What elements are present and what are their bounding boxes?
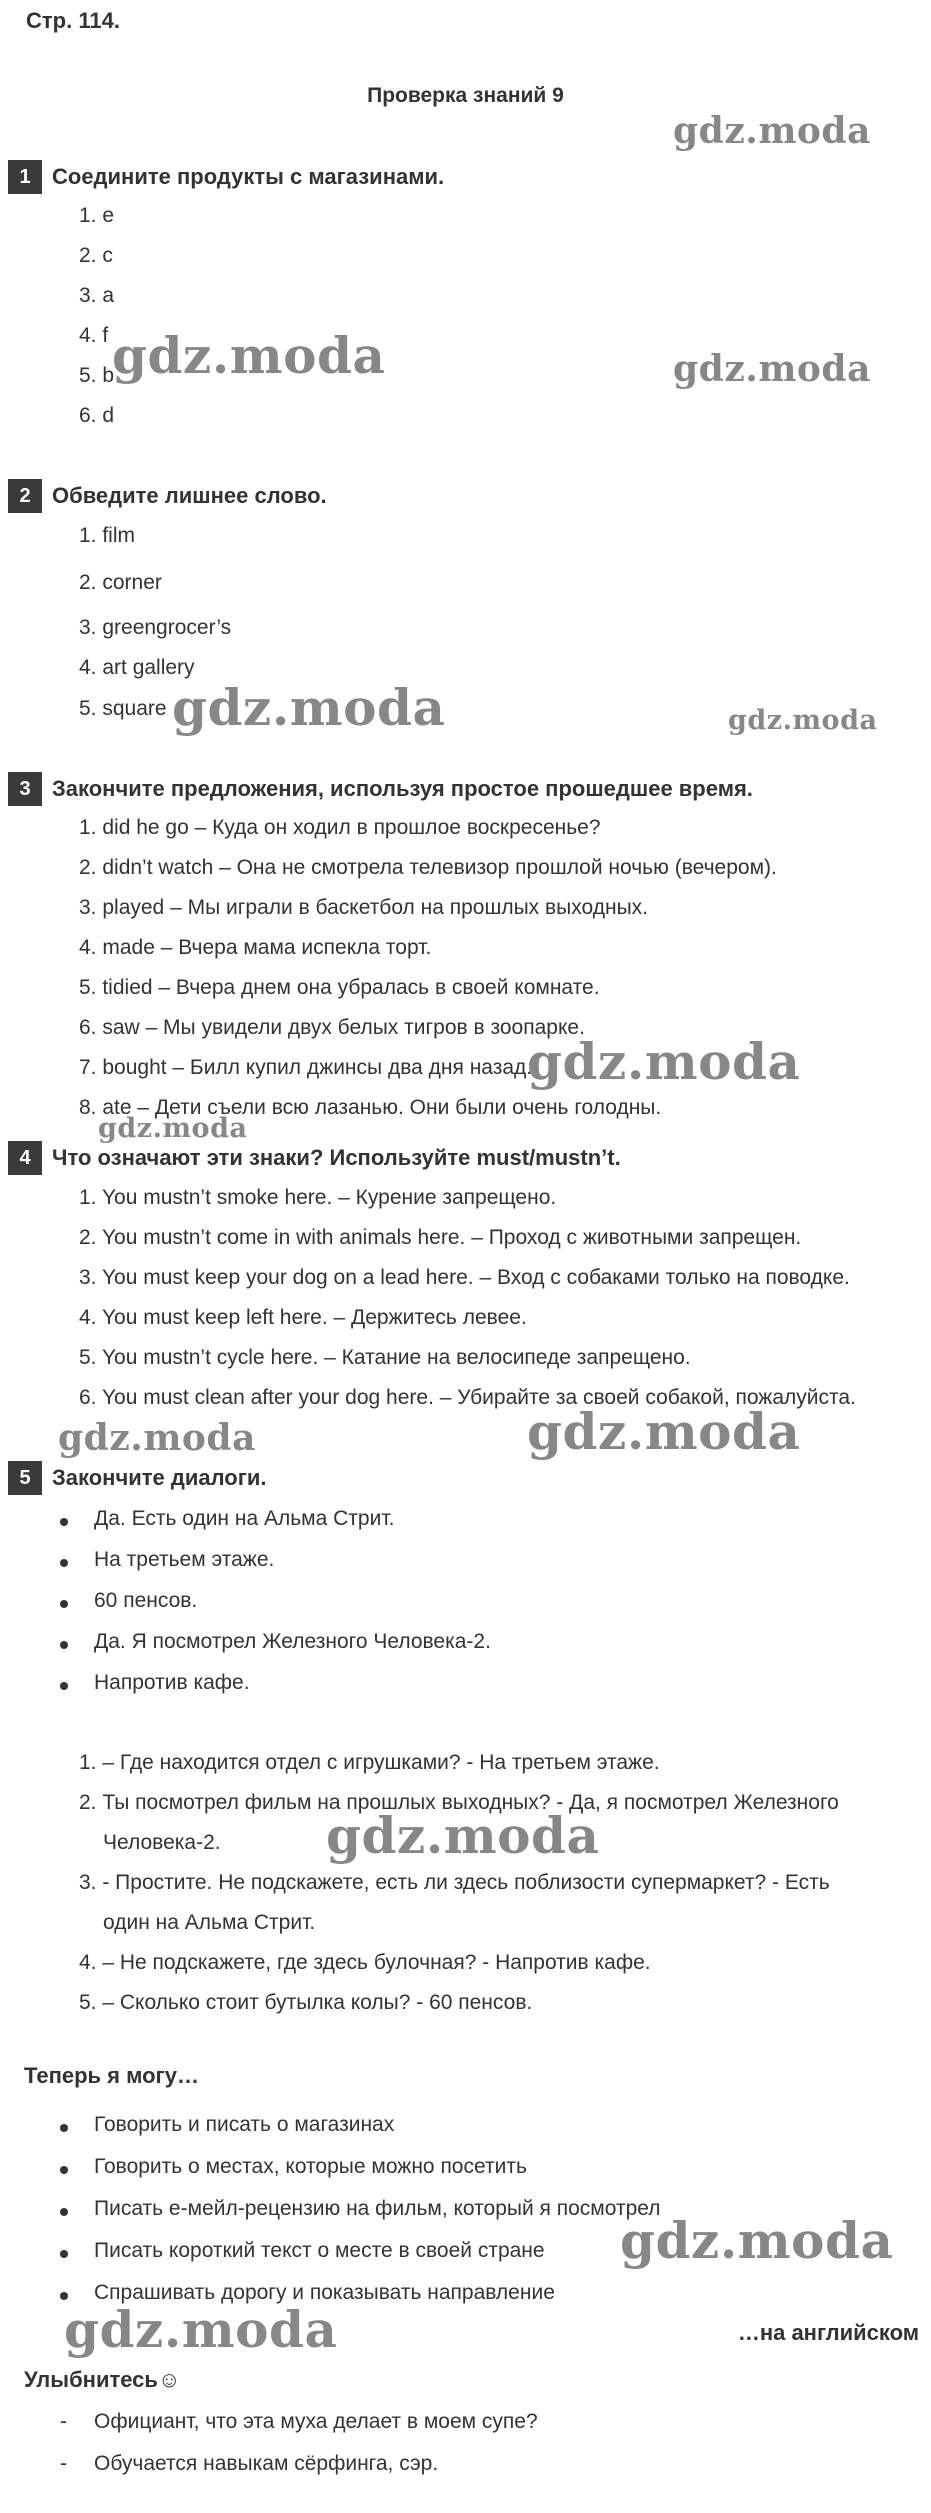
answer-item: 5. b bbox=[79, 364, 115, 387]
answer-item: 3. a bbox=[79, 284, 115, 307]
answer-item: 1. You mustn’t smoke here. – Курение запрещено. bbox=[79, 1186, 557, 1209]
watermark-logo: gdz.moda bbox=[98, 1113, 248, 1144]
watermark-logo: gdz.moda bbox=[673, 110, 871, 152]
answer-item: 3. played – Мы играли в баскетбол на прошлых выходных. bbox=[79, 896, 649, 919]
answer-item: 1. did he go – Куда он ходил в прошлое воскресенье? bbox=[79, 816, 601, 839]
answer-item: 2. didn’t watch – Она не смотрела телевизор прошлой ночью (вечером). bbox=[79, 856, 777, 879]
bullet-icon bbox=[60, 2250, 68, 2258]
section-number-5: 5 bbox=[8, 1461, 42, 1495]
answer-item: 3. You must keep your dog on a lead here. – Вход с собаками только на поводке. bbox=[79, 1266, 850, 1289]
can-do-item: Говорить и писать о магазинах bbox=[94, 2113, 395, 2136]
watermark-logo: gdz.moda bbox=[527, 1032, 801, 1091]
bullet-item: 60 пенсов. bbox=[94, 1589, 198, 1612]
section-number-2: 2 bbox=[8, 479, 42, 513]
section-number-3: 3 bbox=[8, 772, 42, 806]
answer-item: 1. film bbox=[79, 524, 136, 547]
bullet-icon bbox=[60, 2292, 68, 2300]
bullet-icon bbox=[60, 1682, 68, 1690]
answer-item: 4. made – Вчера мама испекла торт. bbox=[79, 936, 432, 959]
bullet-icon bbox=[60, 1518, 68, 1526]
answer-item: 5. You mustn’t cycle here. – Катание на велосипеде запрещено. bbox=[79, 1346, 691, 1369]
dash-marker: - bbox=[60, 2452, 67, 2475]
bullet-item: Напротив кафе. bbox=[94, 1671, 250, 1694]
answer-item: 6. saw – Мы увидели двух белых тигров в зоопарке. bbox=[79, 1016, 585, 1039]
section-title-5: Закончите диалоги. bbox=[52, 1465, 267, 1490]
bullet-item: На третьем этаже. bbox=[94, 1548, 275, 1571]
bullet-item: Да. Есть один на Альма Стрит. bbox=[94, 1507, 395, 1530]
answer-item: 6. You must clean after your dog here. – Убирайте за своей собакой, пожалуйста. bbox=[79, 1386, 856, 1409]
answer-item: 7. bought – Билл купил джинсы два дня назад. bbox=[79, 1056, 533, 1079]
watermark-logo: gdz.moda bbox=[673, 348, 871, 390]
answer-item: 1. e bbox=[79, 204, 115, 227]
answer-item: 2. You mustn’t come in with animals here. – Проход с животными запрещен. bbox=[79, 1226, 802, 1249]
answer-item: 2. c bbox=[79, 244, 113, 267]
section-title-1: Соедините продукты с магазинами. bbox=[52, 164, 445, 189]
watermark-logo: gdz.moda bbox=[58, 1417, 256, 1459]
dash-marker: - bbox=[60, 2410, 67, 2433]
answer-item: 2. corner bbox=[79, 571, 162, 594]
bullet-icon bbox=[60, 2124, 68, 2132]
bullet-icon bbox=[60, 1600, 68, 1608]
can-do-suffix: …на английском bbox=[737, 2320, 919, 2345]
dialog-line: Человека-2. bbox=[103, 1831, 221, 1854]
answer-item: 8. ate – Дети съели всю лазанью. Они были очень голодны. bbox=[79, 1096, 662, 1119]
dialog-line: 2. Ты посмотрел фильм на прошлых выходных? - Да, я посмотрел Железного bbox=[79, 1791, 839, 1814]
dialog-line: один на Альма Стрит. bbox=[103, 1911, 316, 1934]
dialog-line: 4. – Не подскажете, где здесь булочная? - Напротив кафе. bbox=[79, 1951, 651, 1974]
section-title-4: Что означают эти знаки? Используйте must/mustn’t. bbox=[52, 1145, 621, 1170]
watermark-logo: gdz.moda bbox=[112, 326, 386, 385]
watermark-logo: gdz.moda bbox=[620, 2211, 894, 2270]
can-do-item: Писать короткий текст о месте в своей стране bbox=[94, 2239, 545, 2262]
watermark-logo: gdz.moda bbox=[326, 1806, 600, 1865]
answer-item: 5. square bbox=[79, 697, 167, 720]
answer-item: 6. d bbox=[79, 404, 115, 427]
watermark-logo: gdz.moda bbox=[172, 678, 446, 737]
joke-line: Официант, что эта муха делает в моем супе? bbox=[94, 2410, 538, 2433]
section-title-2: Обведите лишнее слово. bbox=[52, 483, 327, 508]
bullet-item: Да. Я посмотрел Железного Человека-2. bbox=[94, 1630, 491, 1653]
joke-line: Обучается навыкам сёрфинга, сэр. bbox=[94, 2452, 439, 2475]
bullet-icon bbox=[60, 2208, 68, 2216]
answer-item: 4. You must keep left here. – Держитесь левее. bbox=[79, 1306, 527, 1329]
can-do-item: Говорить о местах, которые можно посетить bbox=[94, 2155, 527, 2178]
watermark-logo: gdz.moda bbox=[527, 1402, 801, 1461]
smile-title: Улыбнитесь☺ bbox=[24, 2367, 181, 2392]
watermark-logo: gdz.moda bbox=[728, 705, 878, 736]
bullet-icon bbox=[60, 1559, 68, 1567]
bullet-icon bbox=[60, 2166, 68, 2174]
section-number-1: 1 bbox=[8, 160, 42, 194]
answer-item: 4. f bbox=[79, 324, 109, 347]
page-reference: Стр. 114. bbox=[26, 8, 120, 33]
can-do-title: Теперь я могу… bbox=[24, 2063, 199, 2088]
bullet-icon bbox=[60, 1641, 68, 1649]
can-do-item: Спрашивать дорогу и показывать направление bbox=[94, 2281, 555, 2304]
section-number-4: 4 bbox=[8, 1141, 42, 1175]
answer-item: 5. tidied – Вчера днем она убралась в своей комнате. bbox=[79, 976, 600, 999]
section-title-3: Закончите предложения, используя простое прошедшее время. bbox=[52, 776, 753, 801]
dialog-line: 1. – Где находится отдел с игрушками? - На третьем этаже. bbox=[79, 1751, 660, 1774]
answer-item: 4. art gallery bbox=[79, 656, 195, 679]
dialog-line: 3. - Простите. Не подскажете, есть ли здесь поблизости супермаркет? - Есть bbox=[79, 1871, 830, 1894]
watermark-logo: gdz.moda bbox=[64, 2300, 338, 2359]
can-do-item: Писать е-мейл-рецензию на фильм, который я посмотрел bbox=[94, 2197, 661, 2220]
page-title: Проверка знаний 9 bbox=[367, 84, 564, 107]
dialog-line: 5. – Сколько стоит бутылка колы? - 60 пенсов. bbox=[79, 1991, 533, 2014]
answer-item: 3. greengrocer’s bbox=[79, 616, 232, 639]
